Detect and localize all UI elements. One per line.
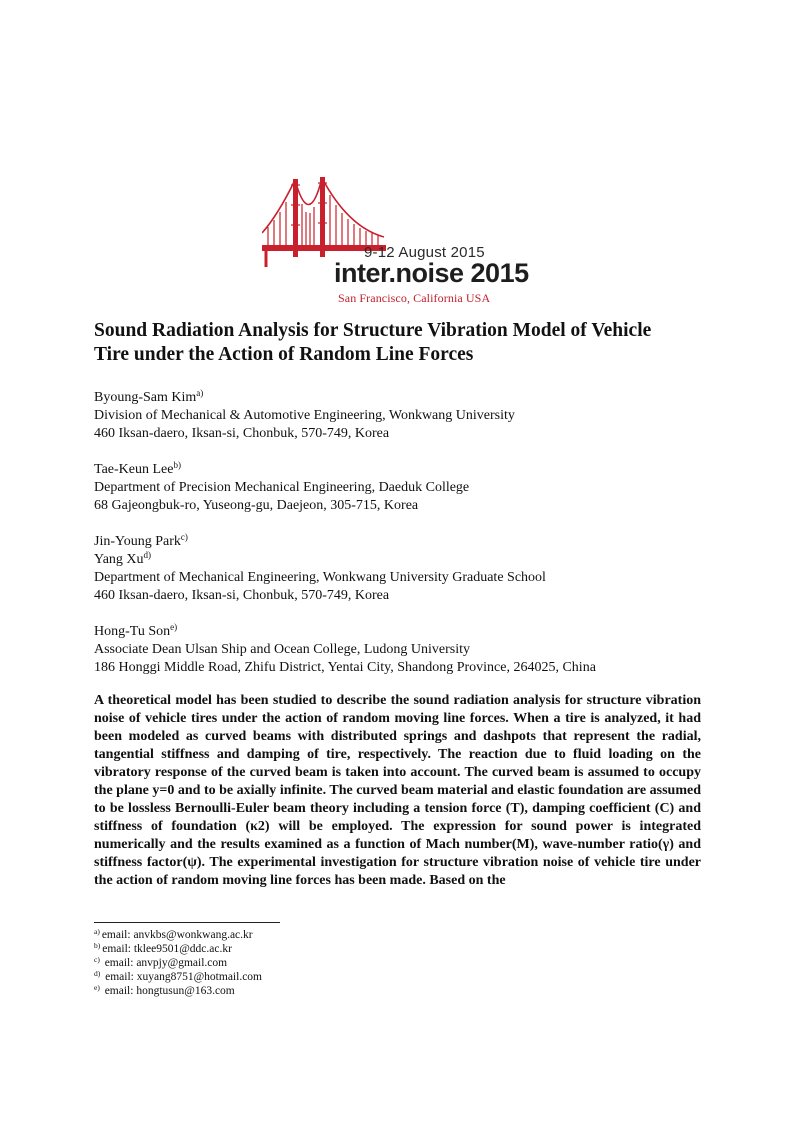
author-list <box>94 389 734 695</box>
author-affiliation: Division of Mechanical & Automotive Engineering, Wonkwang University <box>94 408 515 423</box>
author-name: Yang Xu <box>94 552 144 567</box>
footnote-marker: b) <box>173 460 181 470</box>
author-name-line <box>94 623 734 641</box>
footnote-mark: c) <box>94 955 100 964</box>
footnote <box>94 956 262 970</box>
author-block <box>94 389 734 443</box>
author-block <box>94 461 734 515</box>
author-affiliation: Department of Mechanical Engineering, Wonkwang University Graduate School <box>94 570 546 585</box>
author-address: 460 Iksan-daero, Iksan-si, Chonbuk, 570-749, Korea <box>94 588 390 603</box>
author-name: Tae-Keun Lee <box>94 462 174 477</box>
author-affiliation: Associate Dean Ulsan Ship and Ocean College, Ludong University <box>94 642 470 657</box>
footnote-marker: c) <box>180 532 188 542</box>
footnote-email: email: hongtusun@163.com <box>101 985 235 997</box>
footnote-email: email: anvkbs@wonkwang.ac.kr <box>101 929 253 941</box>
author-block <box>94 623 734 677</box>
footnote <box>94 984 262 998</box>
author-name: Hong-Tu Son <box>94 624 171 639</box>
footnote <box>94 970 262 984</box>
footnote-marker: d) <box>143 550 152 560</box>
author-block <box>94 533 734 605</box>
paper-title <box>94 319 714 367</box>
footnote <box>94 928 262 942</box>
conference-name: inter.noise 2015 <box>334 258 529 288</box>
author-address: 186 Honggi Middle Road, Zhifu District, Yentai City, Shandong Province, 264025, China <box>94 660 596 675</box>
conference-location: San Francisco, California USA <box>338 291 491 305</box>
paper-title-line: Sound Radiation Analysis for Structure Vibration Model of Vehicle <box>94 320 652 341</box>
footnote-mark: e) <box>94 983 100 992</box>
author-name-line <box>94 461 734 479</box>
author-name-line <box>94 551 734 569</box>
conference-date: 9-12 August 2015 <box>364 244 485 261</box>
footnote-email: email: anvpjy@gmail.com <box>101 957 228 969</box>
author-address: 460 Iksan-daero, Iksan-si, Chonbuk, 570-749, Korea <box>94 426 390 441</box>
author-name: Byoung-Sam Kim <box>94 390 197 405</box>
footnote-marker: a) <box>196 388 204 398</box>
author-affiliation: Department of Precision Mechanical Engineering, Daeduk College <box>94 480 470 495</box>
footnote-mark: d) <box>94 969 101 978</box>
footnote-email: email: tklee9501@ddc.ac.kr <box>102 943 232 955</box>
footnote-separator <box>94 922 280 923</box>
footnotes <box>94 928 262 998</box>
abstract: A theoretical model has been studied to describe the sound radiation analysis for structure vibration noise of vehicle tires under the action of random moving line forces. When a tire is analyzed, it had been modeled as curved beams with distributed springs and dashpots that represent the radial, tangential stiffness and damping of tire, respectively. The reaction due to fluid loading on the vibratory response of the curved beam is taken into account. The curved beam is assumed to occupy the plane y=0 and to be axially infinite. The curved beam material and elastic foundation are assumed to be lossless Bernoulli-Euler beam theory including a tension force (T), damping coefficient (C) and stiffness of foundation (κ2) will be employed. The expression for sound power is integrated numerically and the results examined as a function of Mach number(M), wave-number ratio(γ) and stiffness factor(ψ). The experimental investigation for structure vibration noise of vehicle tire under the action of random moving line forces has been made. Based on the <box>94 693 701 888</box>
footnote-mark: a) <box>94 927 100 936</box>
footnote-marker: e) <box>170 622 178 632</box>
footnote-mark: b) <box>94 941 101 950</box>
footnote-email: email: xuyang8751@hotmail.com <box>102 971 262 983</box>
author-name: Jin-Young Park <box>94 534 181 549</box>
conference-logo <box>262 175 532 305</box>
author-name-line <box>94 389 734 407</box>
author-address: 68 Gajeongbuk-ro, Yuseong-gu, Daejeon, 305-715, Korea <box>94 498 419 513</box>
footnote <box>94 942 262 956</box>
paper-title-line: Tire under the Action of Random Line Forces <box>94 344 474 365</box>
author-name-line <box>94 533 734 551</box>
